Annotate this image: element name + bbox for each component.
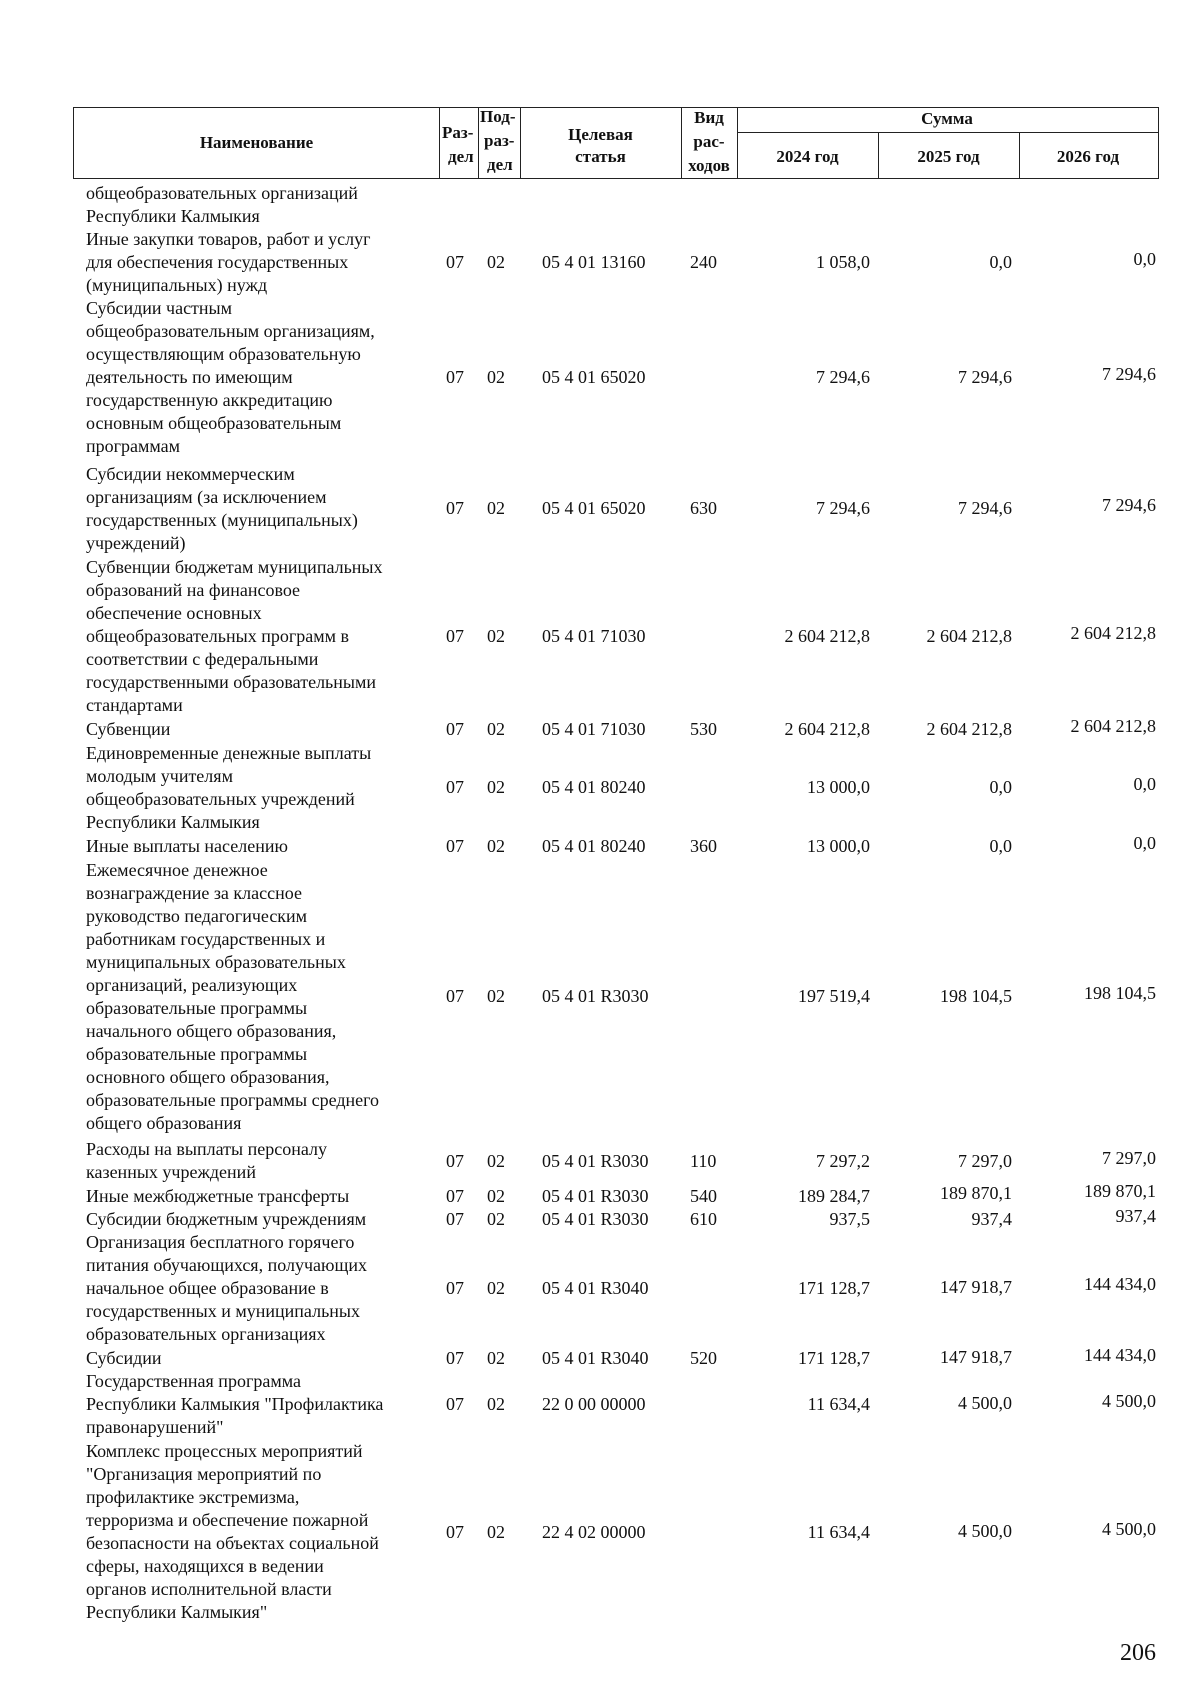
row-podrazdel: 02 bbox=[487, 777, 505, 797]
row-sum-2025: 2 604 212,8 bbox=[926, 719, 1012, 739]
row-celevaya: 05 4 01 R3030 bbox=[542, 1209, 649, 1229]
row-sum-2024: 11 634,4 bbox=[807, 1394, 870, 1414]
row-name: Иные закупки товаров, работ и услуг для обеспечения государственных (муниципальных) нужд bbox=[86, 229, 371, 295]
row-vid: 360 bbox=[690, 836, 717, 856]
row-razdel: 07 bbox=[446, 1278, 464, 1298]
row-sum-2026: 0,0 bbox=[1133, 833, 1156, 853]
row-sum-2025: 4 500,0 bbox=[958, 1393, 1012, 1413]
header-year-2024: 2024 год bbox=[776, 147, 839, 166]
row-celevaya: 05 4 01 R3030 bbox=[542, 1186, 649, 1206]
row-sum-2025: 7 294,6 bbox=[958, 498, 1012, 518]
row-podrazdel: 02 bbox=[487, 1278, 505, 1298]
row-celevaya: 05 4 01 R3040 bbox=[542, 1278, 649, 1298]
row-razdel: 07 bbox=[446, 252, 464, 272]
row-celevaya: 22 4 02 00000 bbox=[542, 1522, 646, 1542]
row-name: Организация бесплатного горячего питания обучающихся, получающих начальное общее образование в государственных и муниципальных образовательных организациях bbox=[86, 1232, 367, 1344]
row-sum-2024: 2 604 212,8 bbox=[784, 626, 870, 646]
row-celevaya: 05 4 01 71030 bbox=[542, 626, 646, 646]
header-razdel-2: дел bbox=[448, 147, 474, 166]
row-name: Субсидии некоммерческим организациям (за исключением государственных (муниципальных) учреждений) bbox=[86, 464, 358, 553]
row-sum-2026: 0,0 bbox=[1133, 249, 1156, 269]
header-podrazdel-3: дел bbox=[487, 155, 513, 174]
row-name: Субсидии бюджетным учреждениям bbox=[86, 1209, 367, 1229]
row-name: Расходы на выплаты персоналу казенных учреждений bbox=[86, 1139, 327, 1182]
header-summa: Сумма bbox=[921, 109, 973, 128]
row-razdel: 07 bbox=[446, 1151, 464, 1171]
header-podrazdel-1: Под- bbox=[480, 107, 516, 126]
row-podrazdel: 02 bbox=[487, 1348, 505, 1368]
divider bbox=[737, 132, 1158, 133]
row-razdel: 07 bbox=[446, 719, 464, 739]
header-vid-1: Вид bbox=[694, 108, 724, 127]
row-sum-2024: 937,5 bbox=[829, 1209, 870, 1229]
row-name: Ежемесячное денежное вознаграждение за классное руководство педагогическим работникам государственных и муниципальных образовательных организаций, реализующих образовательные программы начального общего образования, образовательные программы основного общего образования, образовательные программы среднего общего образования bbox=[86, 860, 380, 1133]
row-sum-2024: 171 128,7 bbox=[798, 1348, 870, 1368]
row-vid: 540 bbox=[690, 1186, 717, 1206]
row-sum-2026: 189 870,1 bbox=[1084, 1181, 1156, 1201]
page-number: 206 bbox=[1120, 1640, 1156, 1666]
row-podrazdel: 02 bbox=[487, 252, 505, 272]
header-year-2025: 2025 год bbox=[917, 147, 980, 166]
row-razdel: 07 bbox=[446, 498, 464, 518]
row-name: Субвенции бюджетам муниципальных образований на финансовое обеспечение основных общеобразовательных программ в соответствии с федеральными государственными образовательными стандартами bbox=[86, 557, 383, 715]
row-sum-2025: 198 104,5 bbox=[940, 986, 1012, 1006]
row-razdel: 07 bbox=[446, 1209, 464, 1229]
row-name: Иные межбюджетные трансферты bbox=[86, 1186, 350, 1206]
row-sum-2026: 7 294,6 bbox=[1102, 495, 1156, 515]
row-razdel: 07 bbox=[446, 777, 464, 797]
row-sum-2026: 4 500,0 bbox=[1102, 1519, 1156, 1539]
row-sum-2025: 0,0 bbox=[989, 252, 1012, 272]
row-name: Комплекс процессных мероприятий "Организация мероприятий по профилактике экстремизма, терроризма и обеспечение пожарной безопасности на объектах социальной сферы, находящихся в ведении органов исполнительной власти Республики Калмыкия" bbox=[86, 1441, 379, 1622]
row-name: Государственная программа Республики Калмыкия "Профилактика правонарушений" bbox=[86, 1371, 384, 1437]
header-podrazdel-2: раз- bbox=[484, 131, 515, 150]
row-celevaya: 05 4 01 R3030 bbox=[542, 1151, 649, 1171]
header-celevaya-1: Целевая bbox=[568, 125, 633, 144]
header-year-2026: 2026 год bbox=[1056, 147, 1120, 166]
divider bbox=[439, 108, 440, 178]
row-sum-2026: 7 294,6 bbox=[1102, 364, 1156, 384]
row-sum-2024: 1 058,0 bbox=[816, 252, 870, 272]
row-sum-2024: 197 519,4 bbox=[798, 986, 870, 1006]
row-vid: 530 bbox=[690, 719, 717, 739]
header-celevaya-2: статья bbox=[575, 147, 626, 166]
row-celevaya: 05 4 01 R3030 bbox=[542, 986, 649, 1006]
row-name: Субсидии частным общеобразовательным организациям, осуществляющим образовательную деятельность по имеющим государственную аккредитацию основным общеобразовательным программам bbox=[86, 298, 375, 456]
row-sum-2026: 937,4 bbox=[1115, 1206, 1156, 1226]
row-celevaya: 05 4 01 80240 bbox=[542, 777, 646, 797]
row-sum-2025: 2 604 212,8 bbox=[926, 626, 1012, 646]
row-razdel: 07 bbox=[446, 1186, 464, 1206]
row-sum-2024: 2 604 212,8 bbox=[784, 719, 870, 739]
row-sum-2026: 0,0 bbox=[1133, 774, 1156, 794]
row-sum-2024: 171 128,7 bbox=[798, 1278, 870, 1298]
row-razdel: 07 bbox=[446, 1348, 464, 1368]
row-sum-2025: 937,4 bbox=[971, 1209, 1012, 1229]
row-podrazdel: 02 bbox=[487, 1394, 505, 1414]
row-vid: 110 bbox=[690, 1151, 717, 1171]
row-sum-2025: 147 918,7 bbox=[940, 1347, 1012, 1367]
row-sum-2026: 2 604 212,8 bbox=[1070, 716, 1156, 736]
row-podrazdel: 02 bbox=[487, 367, 505, 387]
row-celevaya: 22 0 00 00000 bbox=[542, 1394, 646, 1414]
row-sum-2026: 144 434,0 bbox=[1084, 1345, 1156, 1365]
row-podrazdel: 02 bbox=[487, 1522, 505, 1542]
row-sum-2025: 0,0 bbox=[989, 836, 1012, 856]
row-sum-2025: 7 297,0 bbox=[958, 1151, 1012, 1171]
header-vid-3: ходов bbox=[688, 156, 730, 175]
row-podrazdel: 02 bbox=[487, 1151, 505, 1171]
row-razdel: 07 bbox=[446, 367, 464, 387]
row-name: Единовременные денежные выплаты молодым учителям общеобразовательных учреждений Республики Калмыкия bbox=[86, 743, 372, 832]
row-celevaya: 05 4 01 65020 bbox=[542, 367, 646, 387]
row-sum-2025: 4 500,0 bbox=[958, 1521, 1012, 1541]
row-razdel: 07 bbox=[446, 1522, 464, 1542]
row-razdel: 07 bbox=[446, 1394, 464, 1414]
row-sum-2026: 7 297,0 bbox=[1102, 1148, 1156, 1168]
row-vid: 630 bbox=[690, 498, 717, 518]
row-podrazdel: 02 bbox=[487, 498, 505, 518]
table-header bbox=[73, 107, 1159, 179]
row-sum-2024: 7 297,2 bbox=[816, 1151, 870, 1171]
row-name: Субсидии bbox=[86, 1348, 162, 1368]
header-name: Наименование bbox=[199, 133, 314, 152]
row-sum-2024: 189 284,7 bbox=[798, 1186, 870, 1206]
row-name: Субвенции bbox=[86, 719, 171, 739]
row-sum-2026: 198 104,5 bbox=[1084, 983, 1156, 1003]
row-podrazdel: 02 bbox=[487, 836, 505, 856]
row-sum-2024: 7 294,6 bbox=[816, 367, 870, 387]
row-sum-2024: 7 294,6 bbox=[816, 498, 870, 518]
row-celevaya: 05 4 01 80240 bbox=[542, 836, 646, 856]
row-podrazdel: 02 bbox=[487, 719, 505, 739]
row-name: Иные выплаты населению bbox=[86, 836, 288, 856]
row-podrazdel: 02 bbox=[487, 1186, 505, 1206]
row-sum-2025: 0,0 bbox=[989, 777, 1012, 797]
header-razdel-1: Раз- bbox=[442, 123, 474, 142]
row-sum-2025: 7 294,6 bbox=[958, 367, 1012, 387]
row-sum-2024: 13 000,0 bbox=[807, 777, 870, 797]
row-razdel: 07 bbox=[446, 836, 464, 856]
row-razdel: 07 bbox=[446, 986, 464, 1006]
row-razdel: 07 bbox=[446, 626, 464, 646]
row-sum-2025: 147 918,7 bbox=[940, 1277, 1012, 1297]
row-name: общеобразовательных организаций Республики Калмыкия bbox=[86, 183, 358, 226]
row-podrazdel: 02 bbox=[487, 986, 505, 1006]
row-sum-2024: 13 000,0 bbox=[807, 836, 870, 856]
row-podrazdel: 02 bbox=[487, 1209, 505, 1229]
row-sum-2025: 189 870,1 bbox=[940, 1183, 1012, 1203]
row-vid: 610 bbox=[690, 1209, 717, 1229]
row-sum-2026: 144 434,0 bbox=[1084, 1274, 1156, 1294]
row-celevaya: 05 4 01 R3040 bbox=[542, 1348, 649, 1368]
header-vid-2: рас- bbox=[693, 132, 725, 151]
row-vid: 520 bbox=[690, 1348, 717, 1368]
row-podrazdel: 02 bbox=[487, 626, 505, 646]
row-celevaya: 05 4 01 71030 bbox=[542, 719, 646, 739]
row-sum-2026: 4 500,0 bbox=[1102, 1391, 1156, 1411]
divider bbox=[478, 108, 479, 178]
row-vid: 240 bbox=[690, 252, 717, 272]
row-celevaya: 05 4 01 65020 bbox=[542, 498, 646, 518]
row-sum-2024: 11 634,4 bbox=[807, 1522, 870, 1542]
row-celevaya: 05 4 01 13160 bbox=[542, 252, 646, 272]
row-sum-2026: 2 604 212,8 bbox=[1070, 623, 1156, 643]
